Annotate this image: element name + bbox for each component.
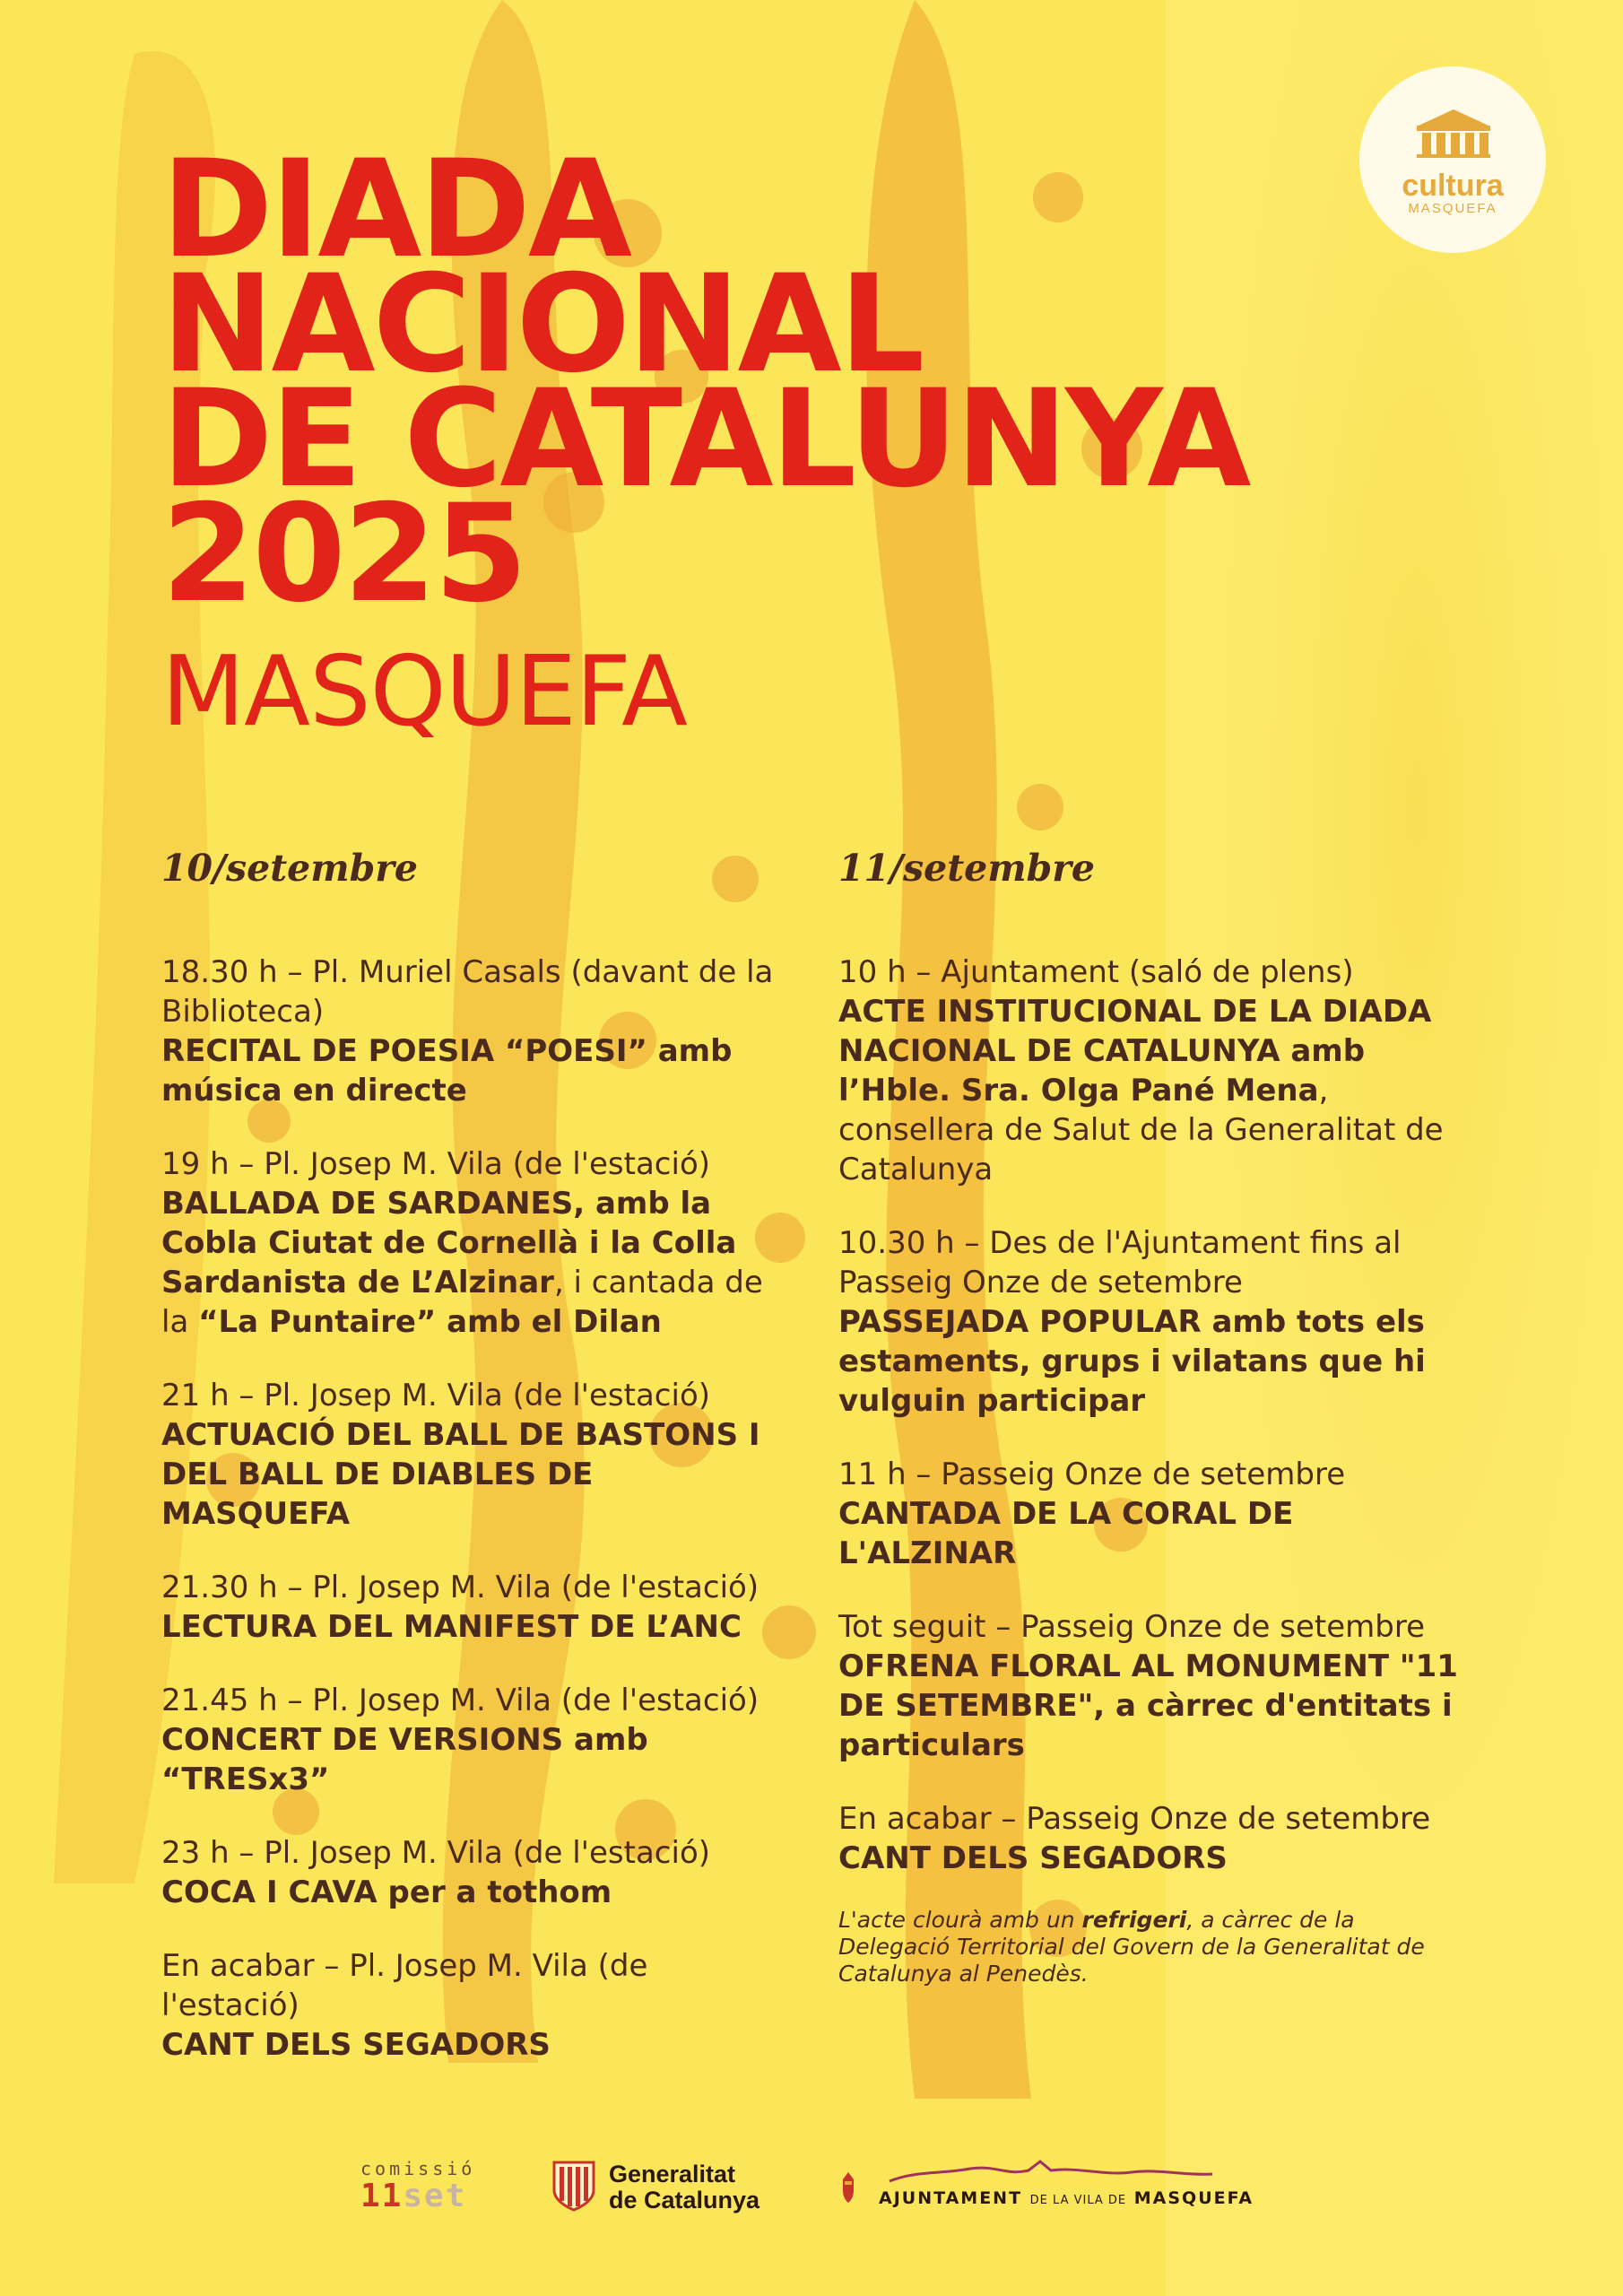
event-title: ACTE INSTITUCIONAL DE LA DIADA NACIONAL DE CATALUNYA amb l’Hble. Sra. Olga Pané Mena — [838, 994, 1432, 1109]
event-item — [161, 1376, 789, 1534]
event-title: OFRENA FLORAL AL MONUMENT "11 DE SETEMBRE", a càrrec d'entitats i particulars — [838, 1648, 1458, 1763]
title-line-3: DE CATALUNYA — [161, 361, 1249, 517]
event-time-place: 19 h – Pl. Josep M. Vila (de l'estació) — [161, 1146, 711, 1182]
day-heading: 11/setembre — [838, 847, 1095, 890]
event-item — [838, 1455, 1466, 1573]
ajuntament-town: MASQUEFA — [1133, 2188, 1254, 2208]
event-title: RECITAL DE POESIA “POESI” amb música en directe — [161, 1033, 733, 1109]
title-line-1: DIADA — [161, 132, 630, 288]
event-title: CANT DELS SEGADORS — [838, 1840, 1228, 1876]
event-time-place: 21.30 h – Pl. Josep M. Vila (de l'estació) — [161, 1570, 759, 1605]
closing-note — [838, 1907, 1466, 1987]
ajuntament-masquefa-logo — [836, 2154, 1266, 2217]
comissio-11set-logo — [360, 2158, 475, 2213]
building-icon — [1415, 106, 1492, 158]
event-item — [161, 952, 789, 1110]
logo-subword: MASQUEFA — [1408, 201, 1497, 216]
event-detail: , i cantada de la — [161, 1265, 763, 1340]
title-line-2: NACIONAL — [161, 247, 923, 403]
event-time-place: 10 h – Ajuntament (saló de plens) — [838, 954, 1354, 990]
title-line-4: 2025 — [161, 476, 525, 632]
event-title: PASSEJADA POPULAR amb tots els estaments, grups i vilatans que hi vulguin participar — [838, 1304, 1426, 1419]
generalitat-line-2: de Catalunya — [609, 2187, 760, 2213]
note-highlight: refrigeri — [1081, 1907, 1187, 1933]
event-detail: , consellera de Salut de la Generalitat de Catalunya — [838, 1073, 1444, 1187]
event-time-place: Tot seguit – Passeig Onze de setembre — [838, 1609, 1426, 1645]
schedule-day-10 — [161, 843, 789, 2099]
event-item — [838, 1607, 1466, 1765]
event-item — [161, 1144, 789, 1342]
poster-title — [161, 132, 1249, 632]
event-time-place: 11 h – Passeig Onze de setembre — [838, 1457, 1346, 1492]
event-time-place: 23 h – Pl. Josep M. Vila (de l'estació) — [161, 1835, 711, 1871]
event-title-extra: “La Puntaire” amb el Dilan — [198, 1304, 662, 1340]
event-title: ACTUACIÓ DEL BALL DE BASTONS I DEL BALL DE DIABLES DE MASQUEFA — [161, 1417, 760, 1532]
comissio-label: comissió — [360, 2158, 476, 2179]
generalitat-line-1: Generalitat — [609, 2161, 736, 2187]
note-text-end: , a càrrec de la Delegació Territorial del Govern de la Generalitat de Catalunya al Penedès. — [838, 1907, 1425, 1987]
ajuntament-mid: DE LA VILA DE — [1029, 2194, 1127, 2207]
event-title: LECTURA DEL MANIFEST DE L’ANC — [161, 1609, 742, 1645]
comissio-number: 11 — [360, 2178, 404, 2214]
event-item — [838, 952, 1466, 1189]
schedule-day-11 — [838, 843, 1466, 1987]
event-item — [838, 1223, 1466, 1421]
event-time-place: 10.30 h – Des de l'Ajuntament fins al Passeig Onze de setembre — [838, 1225, 1402, 1300]
event-title: CANT DELS SEGADORS — [161, 2027, 551, 2063]
event-title: CANTADA DE LA CORAL DE L'ALZINAR — [838, 1496, 1294, 1571]
event-time-place: En acabar – Pl. Josep M. Vila (de l'estació) — [161, 1948, 648, 2023]
catalan-shield-icon — [551, 2160, 596, 2212]
event-item — [838, 1799, 1466, 1878]
event-time-place: 18.30 h – Pl. Muriel Casals (davant de la Biblioteca) — [161, 954, 774, 1030]
event-time-place: En acabar – Passeig Onze de setembre — [838, 1801, 1431, 1837]
sponsors-footer — [0, 2154, 1623, 2217]
event-item — [161, 1946, 789, 2065]
event-title: COCA I CAVA per a tothom — [161, 1874, 612, 1910]
event-time-place: 21 h – Pl. Josep M. Vila (de l'estació) — [161, 1378, 711, 1413]
event-title: BALLADA DE SARDANES, amb la Cobla Ciutat de Cornellà i la Colla Sardanista de L’Alzinar — [161, 1186, 737, 1300]
event-title: CONCERT DE VERSIONS amb “TRESx3” — [161, 1722, 648, 1797]
event-item — [161, 1568, 789, 1647]
event-time-place: 21.45 h – Pl. Josep M. Vila (de l'estació) — [161, 1683, 759, 1718]
comissio-word: set — [403, 2178, 467, 2214]
event-item — [161, 1833, 789, 1912]
town-name: MASQUEFA — [161, 636, 687, 748]
event-item — [161, 1681, 789, 1799]
cultura-masquefa-logo — [1359, 66, 1546, 253]
logo-word: cultura — [1402, 169, 1504, 203]
day-heading: 10/setembre — [161, 847, 418, 890]
ajuntament-word: AJUNTAMENT — [879, 2188, 1023, 2208]
note-text: L'acte clourà amb un — [838, 1907, 1082, 1933]
